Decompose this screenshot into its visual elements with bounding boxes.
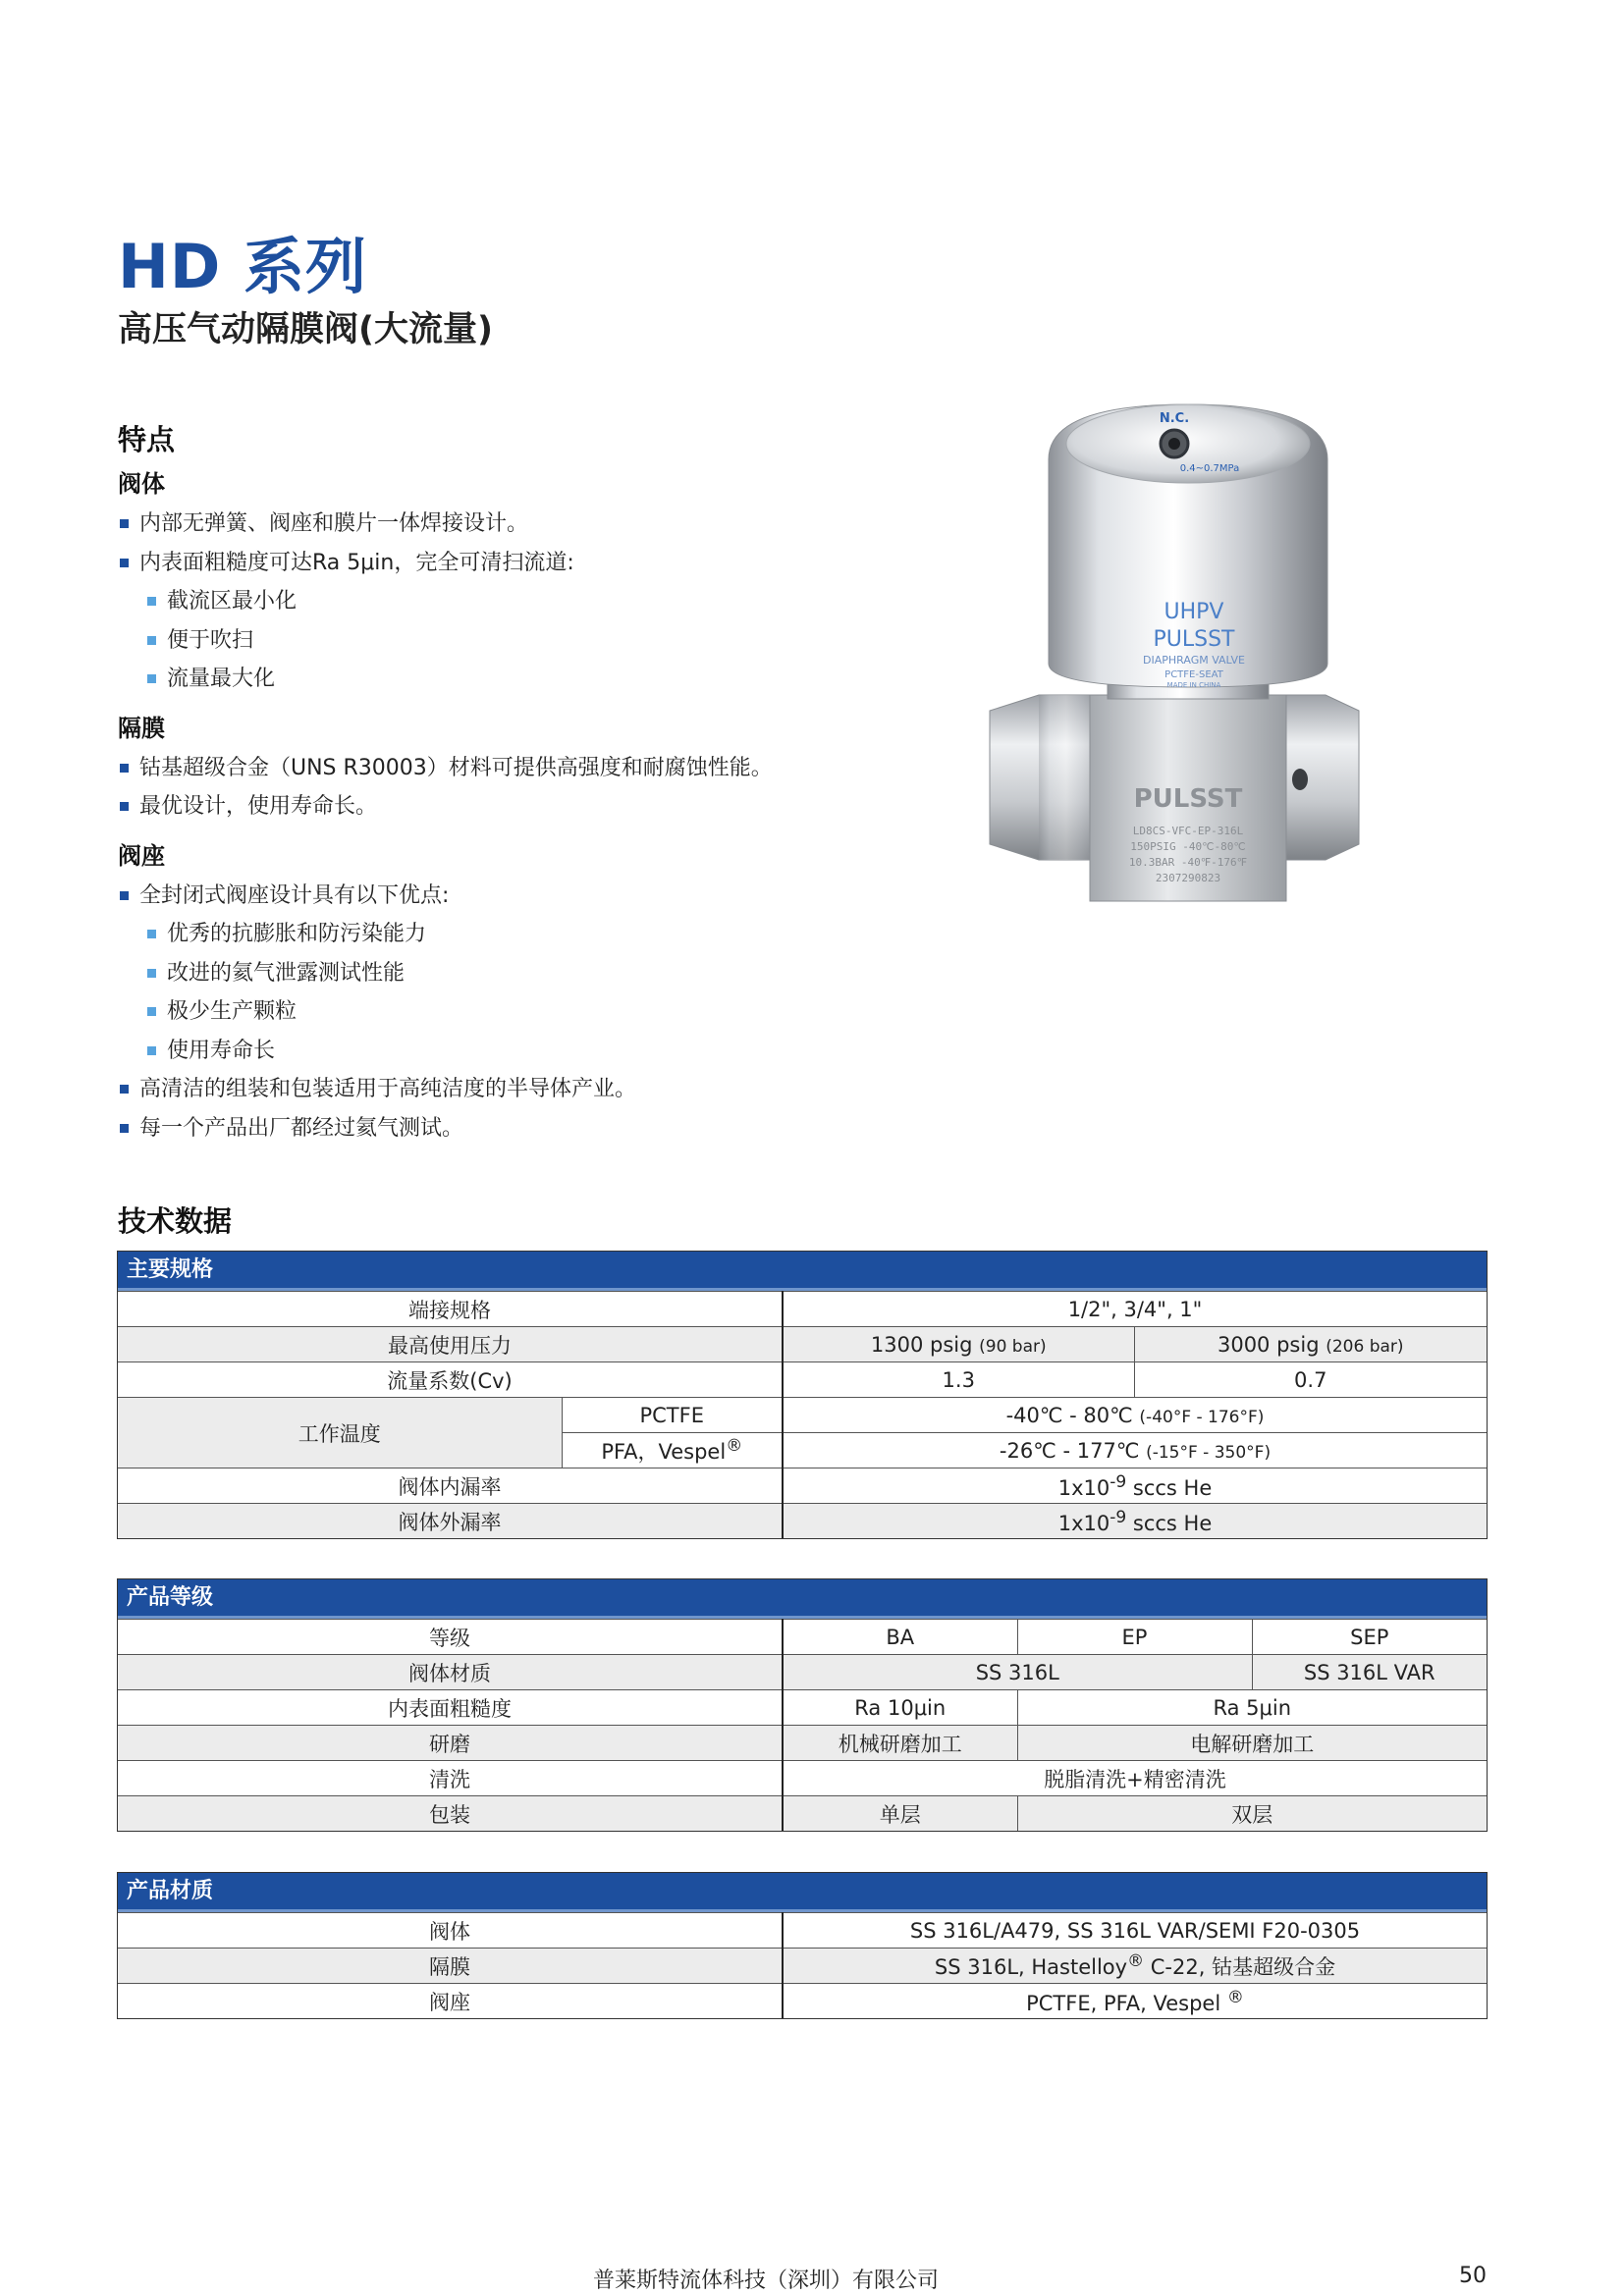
page-title: HD 系列 <box>118 231 367 302</box>
diaphragm-heading: 隔膜 <box>118 714 165 742</box>
product-materials-table <box>117 1872 1488 2019</box>
list-item: 高清洁的组装和包装适用于高纯洁度的半导体产业。 <box>118 1070 864 1109</box>
polish-label: 研磨 <box>118 1726 783 1761</box>
main-specs-table <box>117 1251 1488 1539</box>
flow-coefficient-value-b: 0.7 <box>1134 1362 1487 1398</box>
external-leak-value: $1x10^{-9}$ sccs He <box>783 1504 1487 1539</box>
internal-leak-value: $1x10^{-9}$ sccs He <box>783 1468 1487 1504</box>
pfa-temp-value: -26℃ - 177℃ (-15°F - 350°F) <box>783 1433 1487 1468</box>
polish-value-a: 机械研磨加工 <box>783 1726 1017 1761</box>
label-type-text: DIAPHRAGM VALVE <box>1143 654 1245 667</box>
label-origin-text: MADE IN CHINA <box>1166 681 1221 689</box>
list-item: 内部无弹簧、阀座和膜片一体焊接设计。 <box>118 505 864 544</box>
body-material-value-a: SS 316L <box>783 1655 1252 1690</box>
material-diaphragm-value: SS 316L, Hastelloy® C-22, 钴基超级合金 <box>783 1949 1487 1984</box>
external-leak-label: 阀体外漏率 <box>118 1504 783 1539</box>
sub-list-item: 改进的氦气泄露测试性能 <box>118 954 864 993</box>
cleaning-value: 脱脂清洗+精密清洗 <box>783 1761 1487 1796</box>
material-body-label: 阀体 <box>118 1913 783 1949</box>
cap-nc-text: N.C. <box>1159 411 1190 426</box>
end-connection-label: 端接规格 <box>118 1292 783 1327</box>
body-material-value-b: SS 316L VAR <box>1252 1655 1487 1690</box>
working-temp-label: 工作温度 <box>118 1398 562 1468</box>
list-item: 每一个产品出厂都经过氦气测试。 <box>118 1109 864 1148</box>
company-name: 普莱斯特流体科技（深圳）有限公司 <box>593 2269 940 2293</box>
sub-list-item: 优秀的抗膨胀和防污染能力 <box>118 915 864 954</box>
grade-ba: BA <box>783 1620 1017 1655</box>
roughness-label: 内表面粗糙度 <box>118 1690 783 1726</box>
flow-coefficient-value-a: 1.3 <box>783 1362 1134 1398</box>
body-rating-text-2: 10.3BAR -40℉-176℉ <box>1128 856 1248 869</box>
end-connection-value: 1/2", 3/4", 1" <box>783 1292 1487 1327</box>
body-material-label: 阀体材质 <box>118 1655 783 1690</box>
product-grade-band: 产品等级 <box>118 1579 1487 1619</box>
material-seat-label: 阀座 <box>118 1984 783 2019</box>
material-seat-value: PCTFE, PFA, Vespel ® <box>783 1984 1487 2019</box>
label-brand-text: PULSST <box>1153 627 1235 652</box>
max-pressure-label: 最高使用压力 <box>118 1327 783 1362</box>
polish-value-b: 电解研磨加工 <box>1017 1726 1487 1761</box>
sub-list-item: 流量最大化 <box>118 660 864 699</box>
list-item: 钴基超级合金（UNS R30003）材料可提供高强度和耐腐蚀性能。 <box>118 749 864 788</box>
seat-heading: 阀座 <box>118 841 165 870</box>
label-seat-text: PCTFE-SEAT <box>1164 669 1223 680</box>
sub-list-item: 使用寿命长 <box>118 1032 864 1071</box>
max-pressure-value-a: 1300 psig (90 bar) <box>783 1327 1134 1362</box>
packaging-value-a: 单层 <box>783 1796 1017 1832</box>
packaging-label: 包装 <box>118 1796 783 1832</box>
features-heading: 特点 <box>118 423 176 456</box>
body-serial-text: 2307290823 <box>1155 872 1221 884</box>
product-photo <box>982 400 1365 911</box>
product-materials-band: 产品材质 <box>118 1873 1487 1912</box>
list-item: 最优设计，使用寿命长。 <box>118 787 864 827</box>
material-body-value: SS 316L/A479, SS 316L VAR/SEMI F20-0305 <box>783 1913 1487 1949</box>
sub-list-item: 截流区最小化 <box>118 582 864 621</box>
cleaning-label: 清洗 <box>118 1761 783 1796</box>
product-grade-table <box>117 1578 1488 1832</box>
body-rating-text: 150PSIG -40℃-80℃ <box>1130 840 1246 853</box>
pctfe-label: PCTFE <box>562 1398 783 1433</box>
packaging-value-b: 双层 <box>1017 1796 1487 1832</box>
roughness-value-a: Ra 10μin <box>783 1690 1017 1726</box>
label-uhpv-text: UHPV <box>1164 600 1224 624</box>
page-subtitle: 高压气动隔膜阀(大流量) <box>118 310 493 349</box>
body-heading: 阀体 <box>118 470 165 498</box>
max-pressure-value-b: 3000 psig (206 bar) <box>1134 1327 1487 1362</box>
grade-label: 等级 <box>118 1620 783 1655</box>
body-brand-text: PULSST <box>1133 784 1243 814</box>
cap-pressure-text: 0.4~0.7MPa <box>1179 463 1240 474</box>
list-item: 全封闭式阀座设计具有以下优点: <box>118 877 864 916</box>
grade-sep: SEP <box>1252 1620 1487 1655</box>
internal-leak-label: 阀体内漏率 <box>118 1468 783 1504</box>
list-item: 内表面粗糙度可达Ra 5μin，完全可清扫流道: <box>118 544 864 583</box>
features-section <box>118 418 864 1148</box>
pctfe-temp-value: -40℃ - 80℃ (-40°F - 176°F) <box>783 1398 1487 1433</box>
flow-coefficient-label: 流量系数(Cv) <box>118 1362 783 1398</box>
tech-heading: 技术数据 <box>118 1204 233 1238</box>
roughness-value-b: Ra 5μin <box>1017 1690 1487 1726</box>
page-number: 50 <box>1459 2264 1487 2288</box>
sub-list-item: 极少生产颗粒 <box>118 992 864 1032</box>
material-diaphragm-label: 隔膜 <box>118 1949 783 1984</box>
grade-ep: EP <box>1017 1620 1252 1655</box>
diaphragm-valve-illustration <box>982 400 1365 911</box>
body-code-text: LD8CS-VFC-EP-316L <box>1132 825 1244 837</box>
pfa-vespel-label: PFA，Vespel® <box>562 1433 783 1468</box>
main-specs-band: 主要规格 <box>118 1252 1487 1291</box>
sub-list-item: 便于吹扫 <box>118 621 864 661</box>
